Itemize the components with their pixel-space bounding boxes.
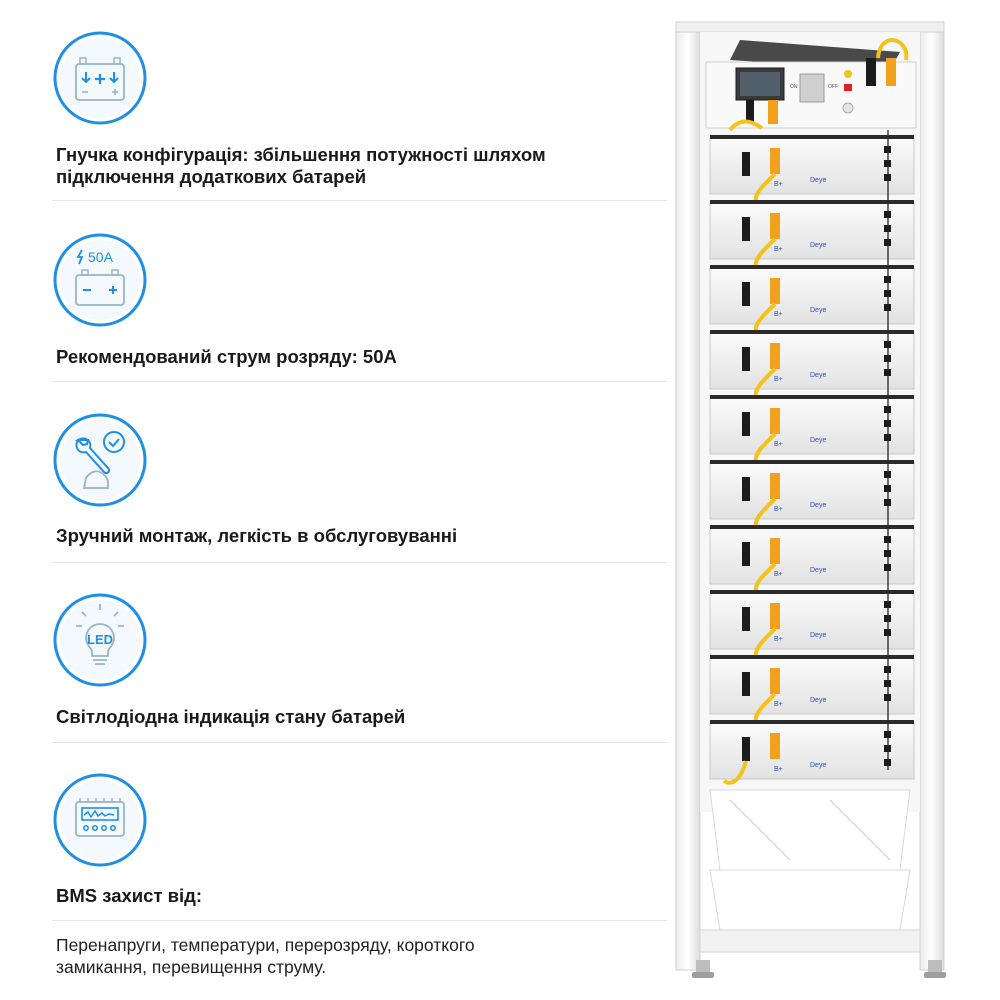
battery-module-rail: [710, 265, 914, 269]
battery-terminal-negative: [742, 217, 750, 241]
battery-terminal-positive: [770, 213, 780, 239]
battery-module-rail: [710, 525, 914, 529]
battery-module-rail: [710, 330, 914, 334]
battery-module: [710, 655, 914, 714]
battery-module: [710, 265, 914, 324]
battery-module-body: [710, 333, 914, 389]
battery-terminal-negative: [742, 542, 750, 566]
battery-terminal-positive: [770, 538, 780, 564]
battery-terminal-positive: [770, 278, 780, 304]
battery-module: [710, 395, 914, 454]
feature-config-text: [56, 144, 656, 188]
controller-off-label: OFF: [828, 84, 838, 90]
battery-module-body: [710, 593, 914, 649]
led-bulb-icon: [52, 592, 148, 688]
controller-on-label: ON: [790, 84, 798, 90]
rack-empty-shelf: [710, 870, 910, 930]
battery-module-terminal-label: B+: [774, 181, 783, 188]
battery-rack-svg: [670, 0, 1000, 1000]
battery-module: [710, 590, 914, 649]
battery-current-icon-label: 50A: [88, 249, 113, 265]
battery-terminal-negative: [742, 607, 750, 631]
battery-terminal-positive: [770, 343, 780, 369]
battery-module-brand: Deye: [810, 242, 827, 249]
controller-screen-inner: [740, 72, 780, 96]
battery-terminal-negative: [742, 347, 750, 371]
battery-module-rail: [710, 720, 914, 724]
bms-description-line2: замикання, перевищення струму.: [56, 957, 327, 977]
battery-module-rail: [710, 200, 914, 204]
battery-module-brand: Deye: [810, 307, 827, 314]
battery-terminal-positive: [770, 668, 780, 694]
battery-terminal-negative: [742, 737, 750, 761]
battery-module-body: [710, 528, 914, 584]
controller-breaker: [800, 74, 824, 102]
feature-config-text-line2: підключення додаткових батарей: [56, 166, 367, 187]
battery-terminal-positive: [770, 473, 780, 499]
rack-post-right: [920, 22, 944, 970]
battery-module: [710, 330, 914, 389]
controller-port: [746, 100, 754, 122]
controller-knob: [843, 103, 853, 113]
battery-terminal-positive: [770, 148, 780, 174]
battery-terminal-positive: [770, 408, 780, 434]
battery-module-brand: Deye: [810, 372, 827, 379]
divider: [52, 920, 667, 921]
feature-led-text: Світлодіодна індикація стану батарей: [56, 706, 406, 727]
divider: [52, 200, 667, 201]
battery-module-rail: [710, 395, 914, 399]
battery-module-terminal-label: B+: [774, 441, 783, 448]
battery-current-icon: [52, 232, 148, 328]
rack-foot: [928, 960, 942, 974]
battery-terminal-positive: [770, 733, 780, 759]
battery-module-brand: Deye: [810, 697, 827, 704]
controller-port-orange: [768, 100, 778, 124]
battery-terminal-negative: [742, 672, 750, 696]
rack-foot: [696, 960, 710, 974]
battery-module: [710, 200, 914, 259]
controller-indicator-yellow: [844, 70, 852, 78]
battery-terminal-negative: [742, 152, 750, 176]
battery-module: [710, 525, 914, 584]
battery-terminal-negative: [742, 477, 750, 501]
battery-module: [710, 135, 914, 194]
battery-module-terminal-label: B+: [774, 571, 783, 578]
battery-module-terminal-label: B+: [774, 701, 783, 708]
battery-terminal-negative: [742, 282, 750, 306]
battery-module-terminal-label: B+: [774, 311, 783, 318]
controller-button-red: [844, 84, 852, 91]
battery-module-brand: Deye: [810, 437, 827, 444]
feature-current-text: Рекомендований струм розряду: 50А: [56, 346, 397, 367]
battery-module-body: [710, 658, 914, 714]
battery-module-body: [710, 398, 914, 454]
divider: [52, 742, 667, 743]
rack-post-left: [676, 22, 700, 970]
battery-module-body: [710, 463, 914, 519]
battery-module-terminal-label: B+: [774, 636, 783, 643]
battery-module: [710, 720, 914, 779]
rack-top-bar: [676, 22, 944, 32]
battery-module: [710, 460, 914, 519]
divider: [52, 381, 667, 382]
battery-module-terminal-label: B+: [774, 376, 783, 383]
battery-module-body: [710, 138, 914, 194]
battery-module-brand: Deye: [810, 177, 827, 184]
battery-module-brand: Deye: [810, 762, 827, 769]
battery-rack-image: [670, 0, 1000, 1000]
bms-description: [56, 934, 616, 978]
battery-module-rail: [710, 135, 914, 139]
battery-module-brand: Deye: [810, 502, 827, 509]
controller-connector: [866, 58, 876, 86]
battery-terminal-negative: [742, 412, 750, 436]
battery-module-body: [710, 203, 914, 259]
battery-module-brand: Deye: [810, 632, 827, 639]
rack-foot: [692, 972, 714, 978]
feature-mount-text: Зручний монтаж, легкість в обслуговуванні: [56, 525, 458, 546]
battery-module-terminal-label: B+: [774, 506, 783, 513]
controller-connector-orange: [886, 58, 896, 86]
feature-bms-text: BMS захист від:: [56, 885, 203, 906]
rack-empty-shelf: [710, 790, 910, 870]
battery-module-rail: [710, 590, 914, 594]
battery-module-rail: [710, 655, 914, 659]
feature-config-text-line1: Гнучка конфігурація: збільшення потужності шляхом: [56, 144, 546, 165]
battery-module-terminal-label: B+: [774, 766, 783, 773]
battery-module-brand: Deye: [810, 567, 827, 574]
battery-module-terminal-label: B+: [774, 246, 783, 253]
battery-module-rail: [710, 460, 914, 464]
led-bulb-icon-label: LED: [87, 632, 113, 647]
battery-module-body: [710, 268, 914, 324]
wrench-check-icon: [52, 412, 148, 508]
battery-terminal-positive: [770, 603, 780, 629]
bms-board-icon: [52, 772, 148, 868]
battery-config-icon: [52, 30, 148, 126]
rack-foot: [924, 972, 946, 978]
rack-base: [700, 930, 920, 952]
divider: [52, 562, 667, 563]
bms-description-line1: Перенапруги, температури, перерозряду, короткого: [56, 935, 475, 955]
